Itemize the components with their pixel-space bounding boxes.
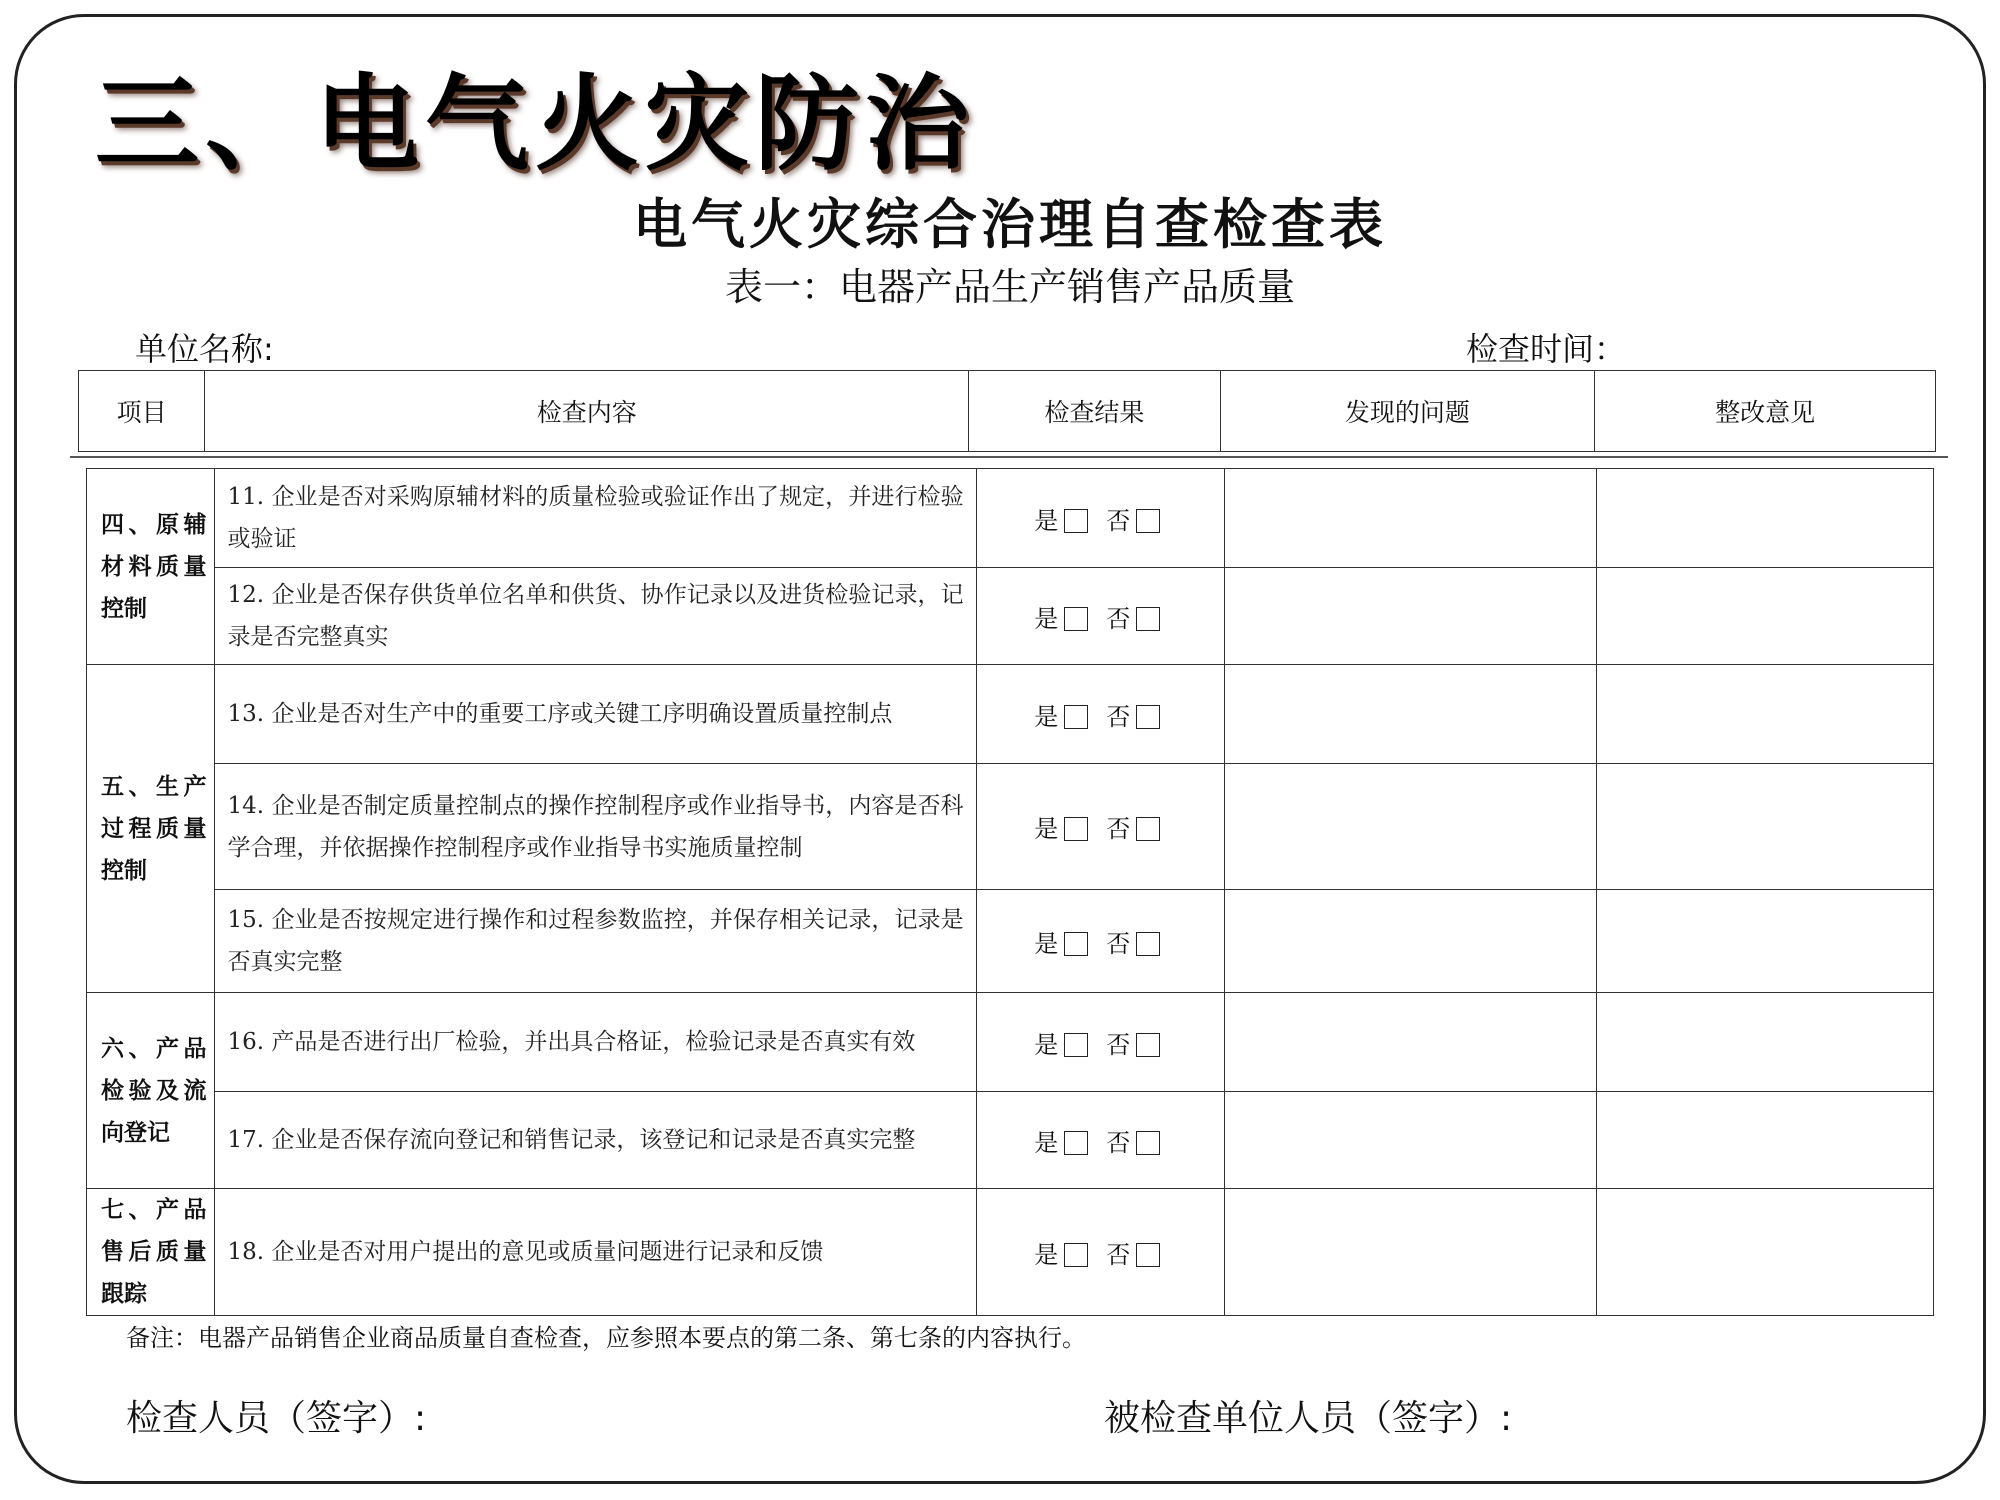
inspector-signature-label: 检查人员（签字）: bbox=[126, 1398, 427, 1439]
table-row bbox=[87, 469, 1934, 568]
yes-checkbox[interactable] bbox=[1064, 1243, 1088, 1267]
problem-cell[interactable] bbox=[1224, 1189, 1596, 1316]
table-row bbox=[87, 993, 1934, 1092]
table-row bbox=[87, 764, 1934, 890]
table-row bbox=[87, 665, 1934, 764]
problem-cell[interactable] bbox=[1224, 568, 1596, 665]
result-cell bbox=[976, 764, 1224, 890]
table-header bbox=[78, 370, 1936, 452]
no-label: 否 bbox=[1106, 506, 1131, 535]
advice-cell[interactable] bbox=[1596, 469, 1933, 568]
result-cell bbox=[976, 469, 1224, 568]
header-result: 检查结果 bbox=[969, 371, 1220, 452]
table-row bbox=[87, 568, 1934, 665]
no-checkbox[interactable] bbox=[1136, 1131, 1160, 1155]
yes-label: 是 bbox=[1034, 1030, 1059, 1059]
yes-label: 是 bbox=[1034, 604, 1059, 633]
result-cell bbox=[976, 1092, 1224, 1189]
table-row bbox=[87, 890, 1934, 993]
table-row bbox=[87, 1092, 1934, 1189]
header-item: 项目 bbox=[79, 371, 205, 452]
result-cell bbox=[976, 1189, 1224, 1316]
problem-cell[interactable] bbox=[1224, 993, 1596, 1092]
yes-label: 是 bbox=[1034, 1240, 1059, 1269]
problem-cell[interactable] bbox=[1224, 890, 1596, 993]
no-checkbox[interactable] bbox=[1136, 817, 1160, 841]
unit-name-label: 单位名称: bbox=[135, 330, 274, 368]
category-cell: 七、产品售后质量跟踪 bbox=[87, 1189, 215, 1316]
inspected-signature-label: 被检查单位人员（签字）: bbox=[1104, 1398, 1513, 1439]
no-label: 否 bbox=[1106, 1240, 1131, 1269]
yes-label: 是 bbox=[1034, 929, 1059, 958]
no-label: 否 bbox=[1106, 1030, 1131, 1059]
document-title: 电气火灾综合治理自查检查表 bbox=[633, 192, 1387, 256]
checklist-table bbox=[86, 468, 1934, 1316]
check-item: 11. 企业是否对采购原辅材料的质量检验或验证作出了规定，并进行检验或验证 bbox=[215, 469, 976, 568]
no-checkbox[interactable] bbox=[1136, 932, 1160, 956]
header-divider bbox=[70, 456, 1948, 458]
no-checkbox[interactable] bbox=[1136, 1033, 1160, 1057]
advice-cell[interactable] bbox=[1596, 665, 1933, 764]
no-checkbox[interactable] bbox=[1136, 705, 1160, 729]
advice-cell[interactable] bbox=[1596, 1189, 1933, 1316]
no-label: 否 bbox=[1106, 702, 1131, 731]
yes-checkbox[interactable] bbox=[1064, 607, 1088, 631]
header-content: 检查内容 bbox=[205, 371, 969, 452]
category-cell: 六、产品检验及流向登记 bbox=[87, 993, 215, 1189]
document-subtitle: 表一：电器产品生产销售产品质量 bbox=[724, 265, 1295, 309]
result-cell bbox=[976, 665, 1224, 764]
no-label: 否 bbox=[1106, 604, 1131, 633]
check-item: 17. 企业是否保存流向登记和销售记录，该登记和记录是否真实完整 bbox=[215, 1092, 976, 1189]
result-cell bbox=[976, 993, 1224, 1092]
header-advice: 整改意见 bbox=[1595, 371, 1936, 452]
yes-checkbox[interactable] bbox=[1064, 932, 1088, 956]
yes-checkbox[interactable] bbox=[1064, 509, 1088, 533]
category-cell: 四、原辅材料质量控制 bbox=[87, 469, 215, 665]
result-cell bbox=[976, 568, 1224, 665]
yes-checkbox[interactable] bbox=[1064, 1033, 1088, 1057]
no-label: 否 bbox=[1106, 1128, 1131, 1157]
yes-checkbox[interactable] bbox=[1064, 705, 1088, 729]
advice-cell[interactable] bbox=[1596, 890, 1933, 993]
no-checkbox[interactable] bbox=[1136, 509, 1160, 533]
advice-cell[interactable] bbox=[1596, 568, 1933, 665]
check-item: 12. 企业是否保存供货单位名单和供货、协作记录以及进货检验记录，记录是否完整真实 bbox=[215, 568, 976, 665]
advice-cell[interactable] bbox=[1596, 993, 1933, 1092]
problem-cell[interactable] bbox=[1224, 1092, 1596, 1189]
problem-cell[interactable] bbox=[1224, 665, 1596, 764]
table-row bbox=[87, 1189, 1934, 1316]
yes-label: 是 bbox=[1034, 506, 1059, 535]
yes-checkbox[interactable] bbox=[1064, 1131, 1088, 1155]
category-cell: 五、生产过程质量控制 bbox=[87, 665, 215, 993]
no-checkbox[interactable] bbox=[1136, 1243, 1160, 1267]
yes-checkbox[interactable] bbox=[1064, 817, 1088, 841]
advice-cell[interactable] bbox=[1596, 1092, 1933, 1189]
advice-cell[interactable] bbox=[1596, 764, 1933, 890]
check-item: 13. 企业是否对生产中的重要工序或关键工序明确设置质量控制点 bbox=[215, 665, 976, 764]
no-label: 否 bbox=[1106, 929, 1131, 958]
problem-cell[interactable] bbox=[1224, 469, 1596, 568]
check-item: 15. 企业是否按规定进行操作和过程参数监控，并保存相关记录，记录是否真实完整 bbox=[215, 890, 976, 993]
yes-label: 是 bbox=[1034, 1128, 1059, 1157]
problem-cell[interactable] bbox=[1224, 764, 1596, 890]
check-item: 18. 企业是否对用户提出的意见或质量问题进行记录和反馈 bbox=[215, 1189, 976, 1316]
no-checkbox[interactable] bbox=[1136, 607, 1160, 631]
no-label: 否 bbox=[1106, 815, 1131, 843]
result-cell bbox=[976, 890, 1224, 993]
check-item: 14. 企业是否制定质量控制点的操作控制程序或作业指导书，内容是否科学合理，并依据操作控制程序或作业指导书实施质量控制 bbox=[215, 764, 976, 890]
check-item: 16. 产品是否进行出厂检验，并出具合格证，检验记录是否真实有效 bbox=[215, 993, 976, 1092]
slide-heading: 三、电气火灾防治 bbox=[95, 63, 976, 185]
footnote: 备注：电器产品销售企业商品质量自查检查，应参照本要点的第二条、第七条的内容执行。 bbox=[126, 1324, 1086, 1352]
header-problems: 发现的问题 bbox=[1220, 371, 1595, 452]
yes-label: 是 bbox=[1034, 815, 1059, 843]
yes-label: 是 bbox=[1034, 702, 1059, 731]
inspection-time-label: 检查时间： bbox=[1466, 330, 1627, 368]
